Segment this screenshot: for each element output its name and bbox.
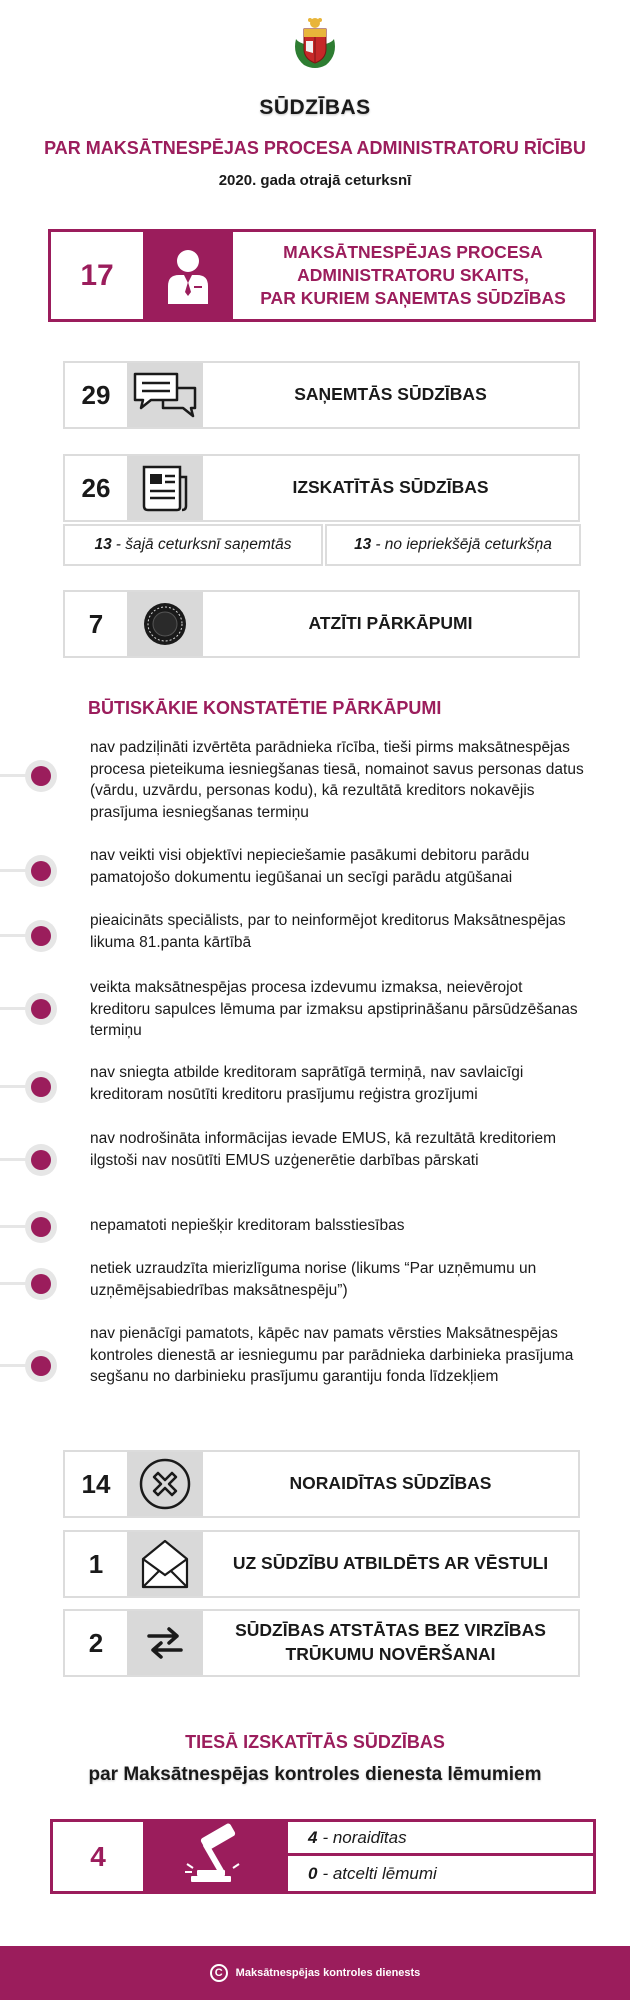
page-title: SŪDZĪBAS xyxy=(259,96,371,119)
received-complaints-row xyxy=(63,361,580,429)
footer-agency-name: Maksātnespējas kontroles dienests xyxy=(235,1967,421,1979)
footer xyxy=(0,1946,630,2000)
administrators-count: 17 xyxy=(80,258,114,292)
report-period: 2020. gada otrajā ceturksnī xyxy=(218,172,412,189)
letter-reply-row xyxy=(63,1530,580,1598)
reviewed-complaints-row xyxy=(63,454,580,522)
list-bullet xyxy=(0,1071,60,1101)
no-action-row xyxy=(63,1609,580,1677)
chat-bubbles-icon xyxy=(127,363,203,427)
arrows-icon xyxy=(127,1611,203,1675)
list-bullet xyxy=(0,1211,60,1241)
no-action-count: 2 xyxy=(88,1627,104,1658)
document-icon xyxy=(127,456,203,520)
received-label: SAŅEMTĀS SŪDZĪBAS xyxy=(294,384,487,405)
court-subtitle: par Maksātnespējas kontroles dienesta lēmumiem xyxy=(88,1764,542,1785)
list-item: nav sniegta atbilde kreditoram saprātīgā termiņā, nav savlaicīgi kreditoram nosūtīti kreditoru prasījumu reģistra grozījumi xyxy=(90,1064,524,1103)
list-item: veikta maksātnespējas procesa izdevumu izmaksa, neievērojot kreditoru sapulces lēmuma par izmaksu apstiprināšanu pārsūdzēšanas termiņu xyxy=(90,979,578,1040)
reviewed-count: 26 xyxy=(81,472,111,503)
page-subtitle: PAR MAKSĀTNESPĒJAS PROCESA ADMINISTRATORU RĪCĪBU xyxy=(44,138,586,158)
court-title: TIESĀ IZSKATĪTĀS SŪDZĪBAS xyxy=(185,1732,445,1752)
violations-row xyxy=(63,590,580,658)
reviewed-current-quarter: 13 - šajā ceturksnī saņemtās xyxy=(63,524,323,566)
reviewed-label: IZSKATĪTĀS SŪDZĪBAS xyxy=(292,477,489,498)
list-item: nav veikti visi objektīvi nepieciešamie pasākumi debitoru parādu pamatojošo dokumentu iegūšanai un secīgi parādu atgūšanai xyxy=(90,847,530,886)
no-action-label: SŪDZĪBAS ATSTĀTAS BEZ VIRZĪBAS TRŪKUMU NOVĒRŠANAI xyxy=(235,1620,546,1664)
list-bullet xyxy=(0,760,60,790)
list-item: nav padziļināti izvērtēta parādnieka rīcība, tieši pirms maksātnespējas procesa pieteikuma iesniegšanas tiesā, nomainot savus personas datus (vārdu, uzvārdu, personas kodu), kā rezultātā kreditors nokavējis prasījuma iesniegšanas termiņu xyxy=(90,739,584,822)
agency-logo-icon: C xyxy=(210,1964,228,1982)
administrators-count-box xyxy=(48,229,596,322)
x-circle-icon xyxy=(127,1452,203,1516)
list-bullet xyxy=(0,1350,60,1380)
administrators-label: MAKSĀTNESPĒJAS PROCESA ADMINISTRATORU SKAITS, PAR KURIEM SAŅEMTAS SŪDZĪBAS xyxy=(260,242,566,308)
letter-label: UZ SŪDZĪBU ATBILDĒTS AR VĒSTULI xyxy=(232,1553,549,1574)
coat-of-arms-icon xyxy=(290,15,340,71)
list-bullet xyxy=(0,1144,60,1174)
rejected-count: 14 xyxy=(81,1468,111,1499)
list-item: netiek uzraudzīta mierizlīguma norise (likums “Par uzņēmumu un uzņēmējsabiedrības maksātnespēju”) xyxy=(90,1260,537,1299)
violations-heading: BŪTISKĀKIE KONSTATĒTIE PĀRKĀPUMI xyxy=(88,698,442,718)
list-item: pieaicināts speciālists, par to neinformējot kreditorus Maksātnespējas likuma 81.panta kārtībā xyxy=(90,912,566,951)
court-annulled: 0 - atcelti lēmumi xyxy=(308,1864,437,1883)
list-bullet xyxy=(0,1268,60,1298)
reviewed-previous-quarter: 13 - no iepriekšējā ceturkšņa xyxy=(325,524,581,566)
rejected-label: NORAIDĪTAS SŪDZĪBAS xyxy=(289,1473,492,1494)
court-box xyxy=(50,1819,596,1894)
list-bullet xyxy=(0,920,60,950)
received-count: 29 xyxy=(81,379,111,410)
letter-count: 1 xyxy=(88,1548,104,1579)
violations-count: 7 xyxy=(88,608,104,639)
list-item: nav nodrošināta informācijas ievade EMUS, kā rezultātā kreditoriem ilgstoši nav nosūtīti EMUS uzģenerētie darbības pārskati xyxy=(90,1130,557,1169)
list-item: nav pienācīgi pamatots, kāpēc nav pamats vērsties Maksātnespējas kontroles dienestā ar iesniegumu par parādnieka darbinieka prasījuma segšanu no darbinieku prasījumu garantiju fonda līdzekļiem xyxy=(90,1325,574,1386)
rejected-complaints-row xyxy=(63,1450,580,1518)
violations-label: ATZĪTI PĀRKĀPUMI xyxy=(308,613,473,634)
person-icon xyxy=(143,232,233,319)
court-count: 4 xyxy=(90,1840,106,1872)
envelope-icon xyxy=(127,1532,203,1596)
court-rejected: 4 - noraidītas xyxy=(288,1822,593,1856)
list-bullet xyxy=(0,993,60,1023)
list-bullet xyxy=(0,855,60,885)
list-item: nepamatoti nepiešķir kreditoram balsstiesības xyxy=(90,1217,405,1234)
stamp-icon xyxy=(127,592,203,656)
gavel-icon xyxy=(143,1822,288,1891)
